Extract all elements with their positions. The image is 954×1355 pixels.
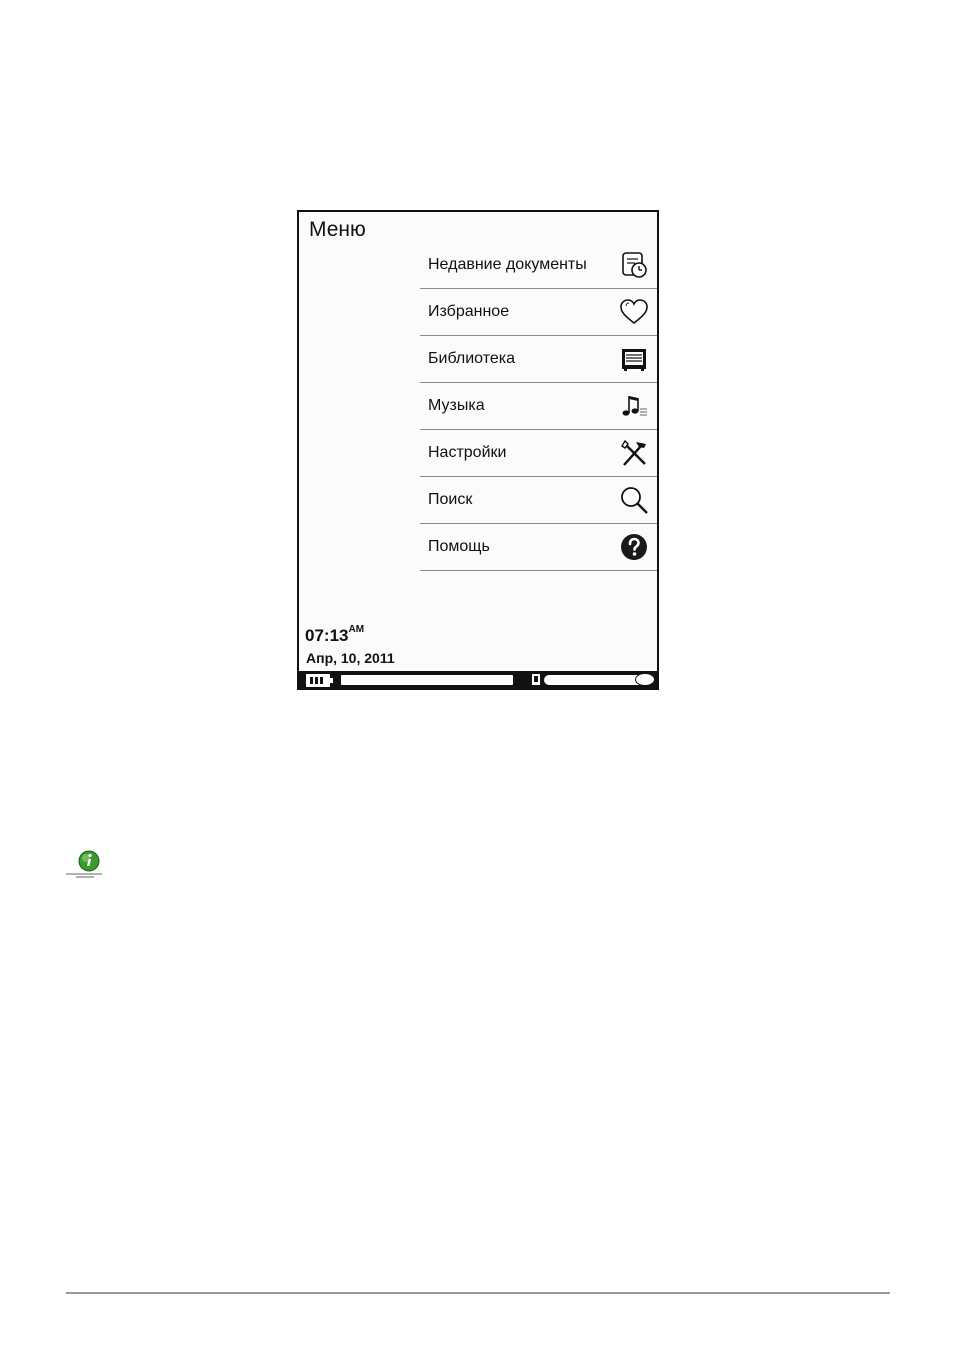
clock-ampm: AM xyxy=(348,624,365,635)
menu-item-label: Помощь xyxy=(428,538,490,555)
menu-item-library[interactable] xyxy=(420,336,657,383)
menu-item-label: Настройки xyxy=(428,444,507,461)
recent-documents-icon xyxy=(619,250,649,280)
status-progress-track xyxy=(341,675,513,685)
menu-item-label: Библиотека xyxy=(428,350,515,367)
battery-icon xyxy=(306,674,330,687)
status-bar xyxy=(299,671,657,688)
menu-item-settings[interactable] xyxy=(420,430,657,477)
search-icon xyxy=(619,485,649,515)
info-note-icon xyxy=(64,849,104,879)
menu-item-help[interactable] xyxy=(420,524,657,571)
footer-divider xyxy=(66,1292,890,1294)
tools-icon xyxy=(619,438,649,468)
date-label: Апр, 10, 2011 xyxy=(306,650,395,666)
menu-item-recent-documents[interactable] xyxy=(420,242,657,289)
main-menu xyxy=(420,242,657,571)
library-icon xyxy=(619,344,649,374)
menu-item-favorites[interactable] xyxy=(420,289,657,336)
ereader-screen xyxy=(297,210,659,690)
status-slider-track xyxy=(544,675,639,685)
status-slider-knob[interactable] xyxy=(635,673,655,686)
menu-item-music[interactable] xyxy=(420,383,657,430)
screen-title: Меню xyxy=(309,218,366,241)
menu-item-label: Избранное xyxy=(428,303,510,320)
sd-card-icon xyxy=(532,674,540,685)
menu-item-label: Музыка xyxy=(428,397,485,414)
music-icon xyxy=(619,391,649,421)
heart-icon xyxy=(619,297,649,327)
clock xyxy=(305,626,364,646)
menu-item-search[interactable] xyxy=(420,477,657,524)
menu-item-label: Поиск xyxy=(428,491,473,508)
help-icon xyxy=(619,532,649,562)
menu-item-label: Недавние документы xyxy=(428,256,587,273)
clock-time: 07:13 xyxy=(305,626,349,645)
